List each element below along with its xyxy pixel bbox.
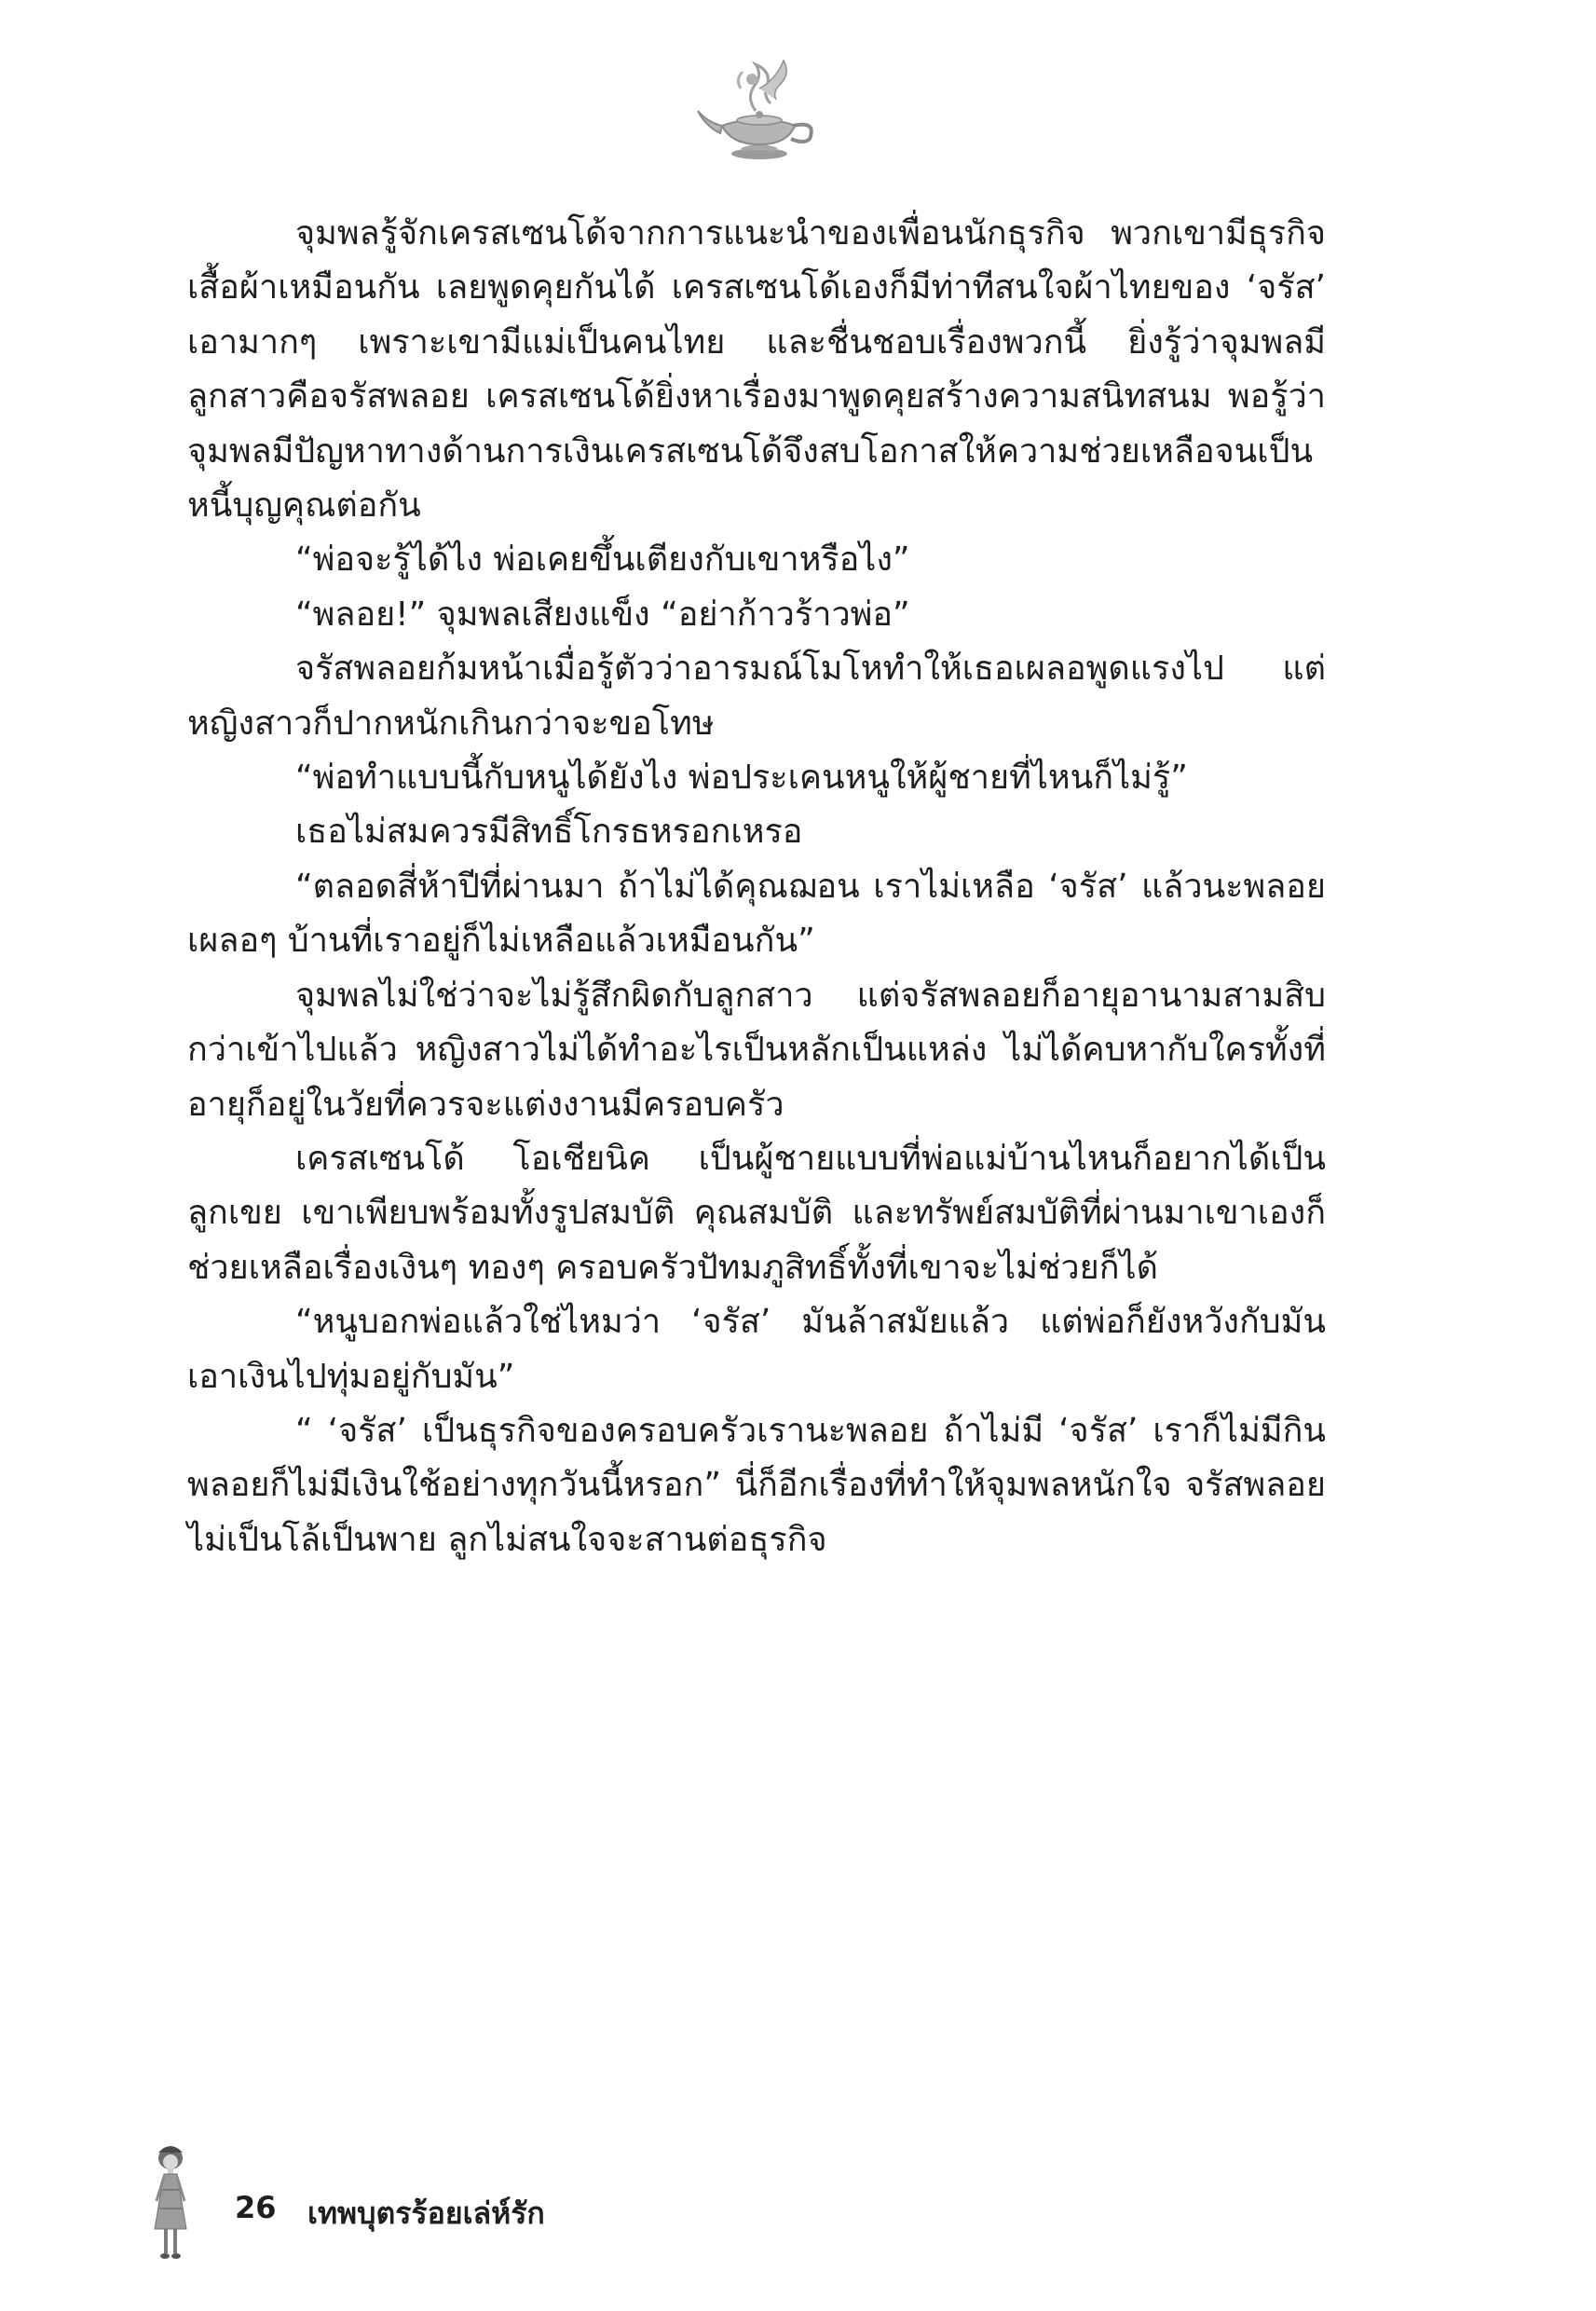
paragraph: “พลอย!” จุมพลเสียงแข็ง “อย่าก้าวร้าวพ่อ”: [295, 595, 910, 634]
paragraph: “พ่อจะรู้ได้ไง พ่อเคยขึ้นเตียงกับเขาหรือไง”: [295, 540, 910, 580]
paragraph: “ ‘จรัส’ เป็นธุรกิจของครอบครัวเรานะพลอย ถ้าไม่มี ‘จรัส’ เราก็ไม่มีกิน พลอยก็ไม่มีเงินใช้อย่างทุกวันนี้หรอก” นี่ก็อีกเรื่องที่ทำให้จุมพลหนักใจ จรัสพลอยไม่เป็นโล้เป็นพาย ลูกไม่สนใจจะสานต่อธุรกิจ: [187, 1411, 1326, 1559]
paragraph: จุมพลไม่ใช่ว่าจะไม่รู้สึกผิดกับลูกสาว แต่จรัสพลอยก็อายุอานามสามสิบกว่าเข้าไปแล้ว หญิงสาวไม่ได้ทำอะไรเป็นหลักเป็นแหล่ง ไม่ได้คบหากับใครทั้งที่อายุก็อยู่ในวัยที่ควรจะแต่งงานมีครอบครัว: [187, 976, 1326, 1124]
paragraph: เครสเซนโด้ โอเชียนิค เป็นผู้ชายแบบที่พ่อแม่บ้านไหนก็อยากได้เป็นลูกเขย เขาเพียบพร้อมทั้งรูปสมบัติ คุณสมบัติ และทรัพย์สมบัติที่ผ่านมาเขาเองก็ช่วยเหลือเรื่องเงินๆ ทองๆ ครอบครัวปัทมภูสิทธิ์ทั้งที่เขาจะไม่ช่วยก็ได้: [187, 1139, 1326, 1287]
body-text: [187, 207, 1326, 1567]
paragraph: “พ่อทำแบบนี้กับหนูได้ยังไง พ่อประเคนหนูให้ผู้ชายที่ไหนก็ไม่รู้”: [295, 759, 1188, 798]
page-number: 26: [235, 2190, 277, 2225]
paragraph: “ตลอดสี่ห้าปีที่ผ่านมา ถ้าไม่ได้คุณฌอน เราไม่เหลือ ‘จรัส’ แล้วนะพลอย เผลอๆ บ้านที่เราอยู่ก็ไม่เหลือแล้วเหมือนกัน”: [187, 867, 1326, 961]
genie-lamp-icon: [694, 51, 825, 163]
paragraph: จุมพลรู้จักเครสเซนโด้จากการแนะนำของเพื่อนนักธุรกิจ พวกเขามีธุรกิจเสื้อผ้าเหมือนกัน เลยพูดคุยกันได้ เครสเซนโด้เองก็มีท่าทีสนใจผ้าไทยของ ‘จรัส’ เอามากๆ เพราะเขามีแม่เป็นคนไทย และชื่นชอบเรื่องพวกนี้ ยิ่งรู้ว่าจุมพลมีลูกสาวคือจรัสพลอย เครสเซนโด้ยิ่งหาเรื่องมาพูดคุยสร้างความสนิทสนม พอรู้ว่าจุมพลมีปัญหาทางด้านการเงินเครสเซนโด้จึงสบโอกาสให้ความช่วยเหลือจนเป็นหนี้บุญคุณต่อกัน: [187, 214, 1326, 526]
book-title: เทพบุตรร้อยเล่ห์รัก: [307, 2195, 545, 2231]
paragraph: จรัสพลอยก้มหน้าเมื่อรู้ตัวว่าอารมณ์โมโหทำให้เธอเผลอพูดแรงไป แต่หญิงสาวก็ปากหนักเกินกว่าจะขอโทษ: [187, 650, 1326, 743]
paragraph: “หนูบอกพ่อแล้วใช่ไหมว่า ‘จรัส’ มันล้าสมัยแล้ว แต่พ่อก็ยังหวังกับมัน เอาเงินไปทุ่มอยู่กับมัน”: [187, 1303, 1326, 1396]
girl-figure-icon: [149, 2143, 192, 2264]
page-footer: [149, 2143, 801, 2274]
paragraph: เธอไม่สมควรมีสิทธิ์โกรธหรอกเหรอ: [295, 813, 803, 852]
